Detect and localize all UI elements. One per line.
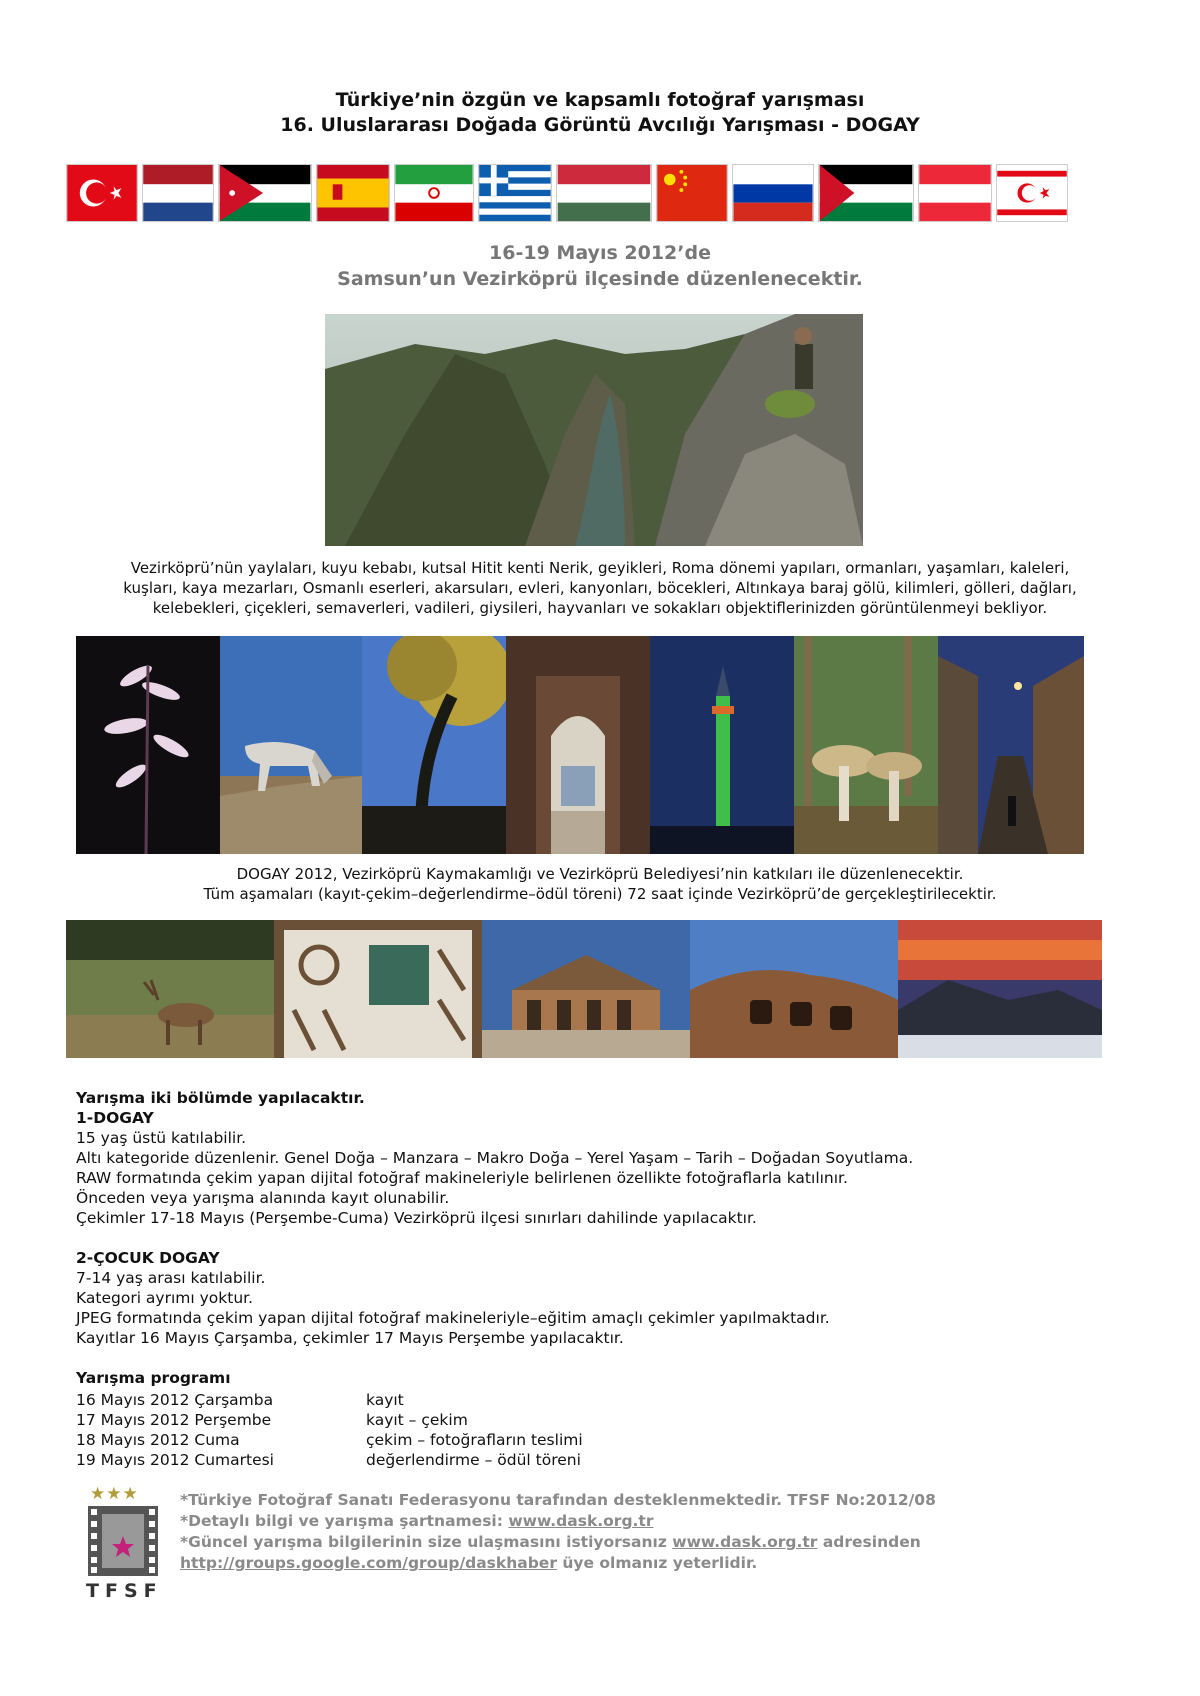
greece-flag xyxy=(478,164,552,222)
sections-heading: Yarışma iki bölümde yapılacaktır. xyxy=(76,1089,365,1107)
footer-line-support: *Türkiye Fotoğraf Sanatı Federasyonu tarafından desteklenmektedir. TFSF No:2012/08 xyxy=(180,1491,936,1509)
schedule-row xyxy=(76,1450,676,1470)
dask-link[interactable]: www.dask.org.tr xyxy=(508,1512,654,1530)
competition-sections xyxy=(76,1088,913,1348)
google-group-link[interactable]: http://groups.google.com/group/daskhaber xyxy=(180,1554,557,1572)
footer-group-suffix: üye olmanız yeterlidir. xyxy=(556,1554,758,1572)
schedule-event: kayıt xyxy=(366,1391,404,1409)
logo-stars: ★★★ xyxy=(90,1484,139,1504)
russia-flag xyxy=(732,164,814,222)
schedule-date: 19 Mayıs 2012 Cumartesi xyxy=(76,1451,274,1469)
support-line: Tüm aşamaları (kayıt-çekim–değerlendirme–ödül töreni) 72 saat içinde Vezirköprü’de gerçekleştirilecektir. xyxy=(203,885,997,903)
cocuk-line: Kategori ayrımı yoktur. xyxy=(76,1289,254,1307)
canyon-hero-photo xyxy=(325,314,863,546)
support-paragraph xyxy=(70,864,1130,904)
intro-paragraph xyxy=(70,558,1130,618)
china-flag xyxy=(656,164,728,222)
cocuk-line: Kayıtlar 16 Mayıs Çarşamba, çekimler 17 Mayıs Perşembe yapılacaktır. xyxy=(76,1329,624,1347)
northern-cyprus-flag xyxy=(996,164,1068,222)
tfsf-logo xyxy=(84,1484,164,1604)
schedule-row xyxy=(76,1430,676,1450)
painted-house-photo xyxy=(274,920,482,1058)
jordan-flag xyxy=(218,164,312,222)
intro-line: kelebekleri, çiçekleri, semaverleri, vadileri, giysileri, hayvanları ve sokakları objektiflerinizden görüntülenmeyi bekliyor. xyxy=(152,599,1048,617)
intro-line: Vezirköprü’nün yaylaları, kuyu kebabı, kutsal Hitit kenti Nerik, geyikleri, Roma dönemi yapıları, ormanları, yaşamları, kaleleri, xyxy=(130,559,1070,577)
footer-notes xyxy=(180,1490,936,1574)
intro-line: kuşları, kaya mezarları, Osmanlı eserleri, akarsuları, evleri, kanyonları, böcekleri, Altınkaya baraj gölü, kilimleri, gölleri, dağları, xyxy=(123,579,1077,597)
footer-line-details xyxy=(180,1511,936,1532)
footer-line-updates xyxy=(180,1532,936,1553)
event-location: Samsun’un Vezirköprü ilçesinde düzenlenecektir. xyxy=(337,268,863,290)
dogay-line: Çekimler 17-18 Mayıs (Perşembe-Cuma) Vezirköprü ilçesi sınırları dahilinde yapılacaktır. xyxy=(76,1209,757,1227)
dogay-line: 15 yaş üstü katılabilir. xyxy=(76,1129,247,1147)
footer-updates-text: *Güncel yarışma bilgilerinin size ulaşmasını istiyorsanız xyxy=(180,1533,673,1551)
program-title: Yarışma programı xyxy=(76,1369,231,1387)
horse-photo xyxy=(220,636,362,854)
schedule-row xyxy=(76,1410,676,1430)
event-dates: 16-19 Mayıs 2012’de xyxy=(489,242,711,264)
schedule-row xyxy=(76,1390,676,1410)
austria-flag xyxy=(918,164,992,222)
dask-link-2[interactable]: www.dask.org.tr xyxy=(672,1533,818,1551)
palestine-flag xyxy=(818,164,914,222)
dogay-title: 1-DOGAY xyxy=(76,1109,154,1127)
cocuk-line: JPEG formatında çekim yapan dijital fotoğraf makineleriyle–eğitim amaçlı çekimler yapılmaktadır. xyxy=(76,1309,830,1327)
dogay-line: RAW formatında çekim yapan dijital fotoğraf makineleriyle belirlenen özellikte fotoğraflarla katılınır. xyxy=(76,1169,848,1187)
flower-photo xyxy=(76,636,220,854)
schedule-date: 16 Mayıs 2012 Çarşamba xyxy=(76,1391,274,1409)
minaret-photo xyxy=(650,636,794,854)
rock-tombs-photo xyxy=(690,920,898,1058)
deer-photo xyxy=(66,920,274,1058)
dogay-line: Önceden veya yarışma alanında kayıt olunabilir. xyxy=(76,1189,450,1207)
footer-details-text: *Detaylı bilgi ve yarışma şartnamesi: xyxy=(180,1512,509,1530)
netherlands-flag xyxy=(142,164,214,222)
hungary-flag xyxy=(556,164,652,222)
footer-line-group xyxy=(180,1553,936,1574)
arch-gate-photo xyxy=(506,636,650,854)
bazaar-building-photo xyxy=(482,920,690,1058)
sunset-mountain-photo xyxy=(898,920,1102,1058)
iran-flag xyxy=(394,164,474,222)
support-line: DOGAY 2012, Vezirköprü Kaymakamlığı ve Vezirköprü Belediyesi’nin katkıları ile düzenlenecektir. xyxy=(236,865,964,883)
cocuk-line: 7-14 yaş arası katılabilir. xyxy=(76,1269,266,1287)
program-schedule xyxy=(76,1390,676,1470)
schedule-event: kayıt – çekim xyxy=(366,1411,468,1429)
film-frame-icon xyxy=(88,1506,158,1576)
footer-updates-suffix: adresinden xyxy=(817,1533,921,1551)
schedule-event: değerlendirme – ödül töreni xyxy=(366,1451,581,1469)
turkey-flag xyxy=(66,164,138,222)
logo-text: TFSF xyxy=(86,1580,163,1602)
schedule-date: 17 Mayıs 2012 Perşembe xyxy=(76,1411,272,1429)
headline-title: 16. Uluslararası Doğada Görüntü Avcılığı Yarışması - DOGAY xyxy=(280,114,920,136)
mushroom-photo xyxy=(794,636,938,854)
tree-photo xyxy=(362,636,506,854)
schedule-date: 18 Mayıs 2012 Cuma xyxy=(76,1431,240,1449)
headline-subtitle: Türkiye’nin özgün ve kapsamlı fotoğraf yarışması xyxy=(335,89,865,111)
street-night-photo xyxy=(938,636,1084,854)
program-title-wrap xyxy=(76,1368,231,1388)
cocuk-dogay-title: 2-ÇOCUK DOGAY xyxy=(76,1249,220,1267)
schedule-event: çekim – fotoğrafların teslimi xyxy=(366,1431,583,1449)
spain-flag xyxy=(316,164,390,222)
dogay-line: Altı kategoride düzenlenir. Genel Doğa – Manzara – Makro Doğa – Yerel Yaşam – Tarih – Doğadan Soyutlama. xyxy=(76,1149,914,1167)
